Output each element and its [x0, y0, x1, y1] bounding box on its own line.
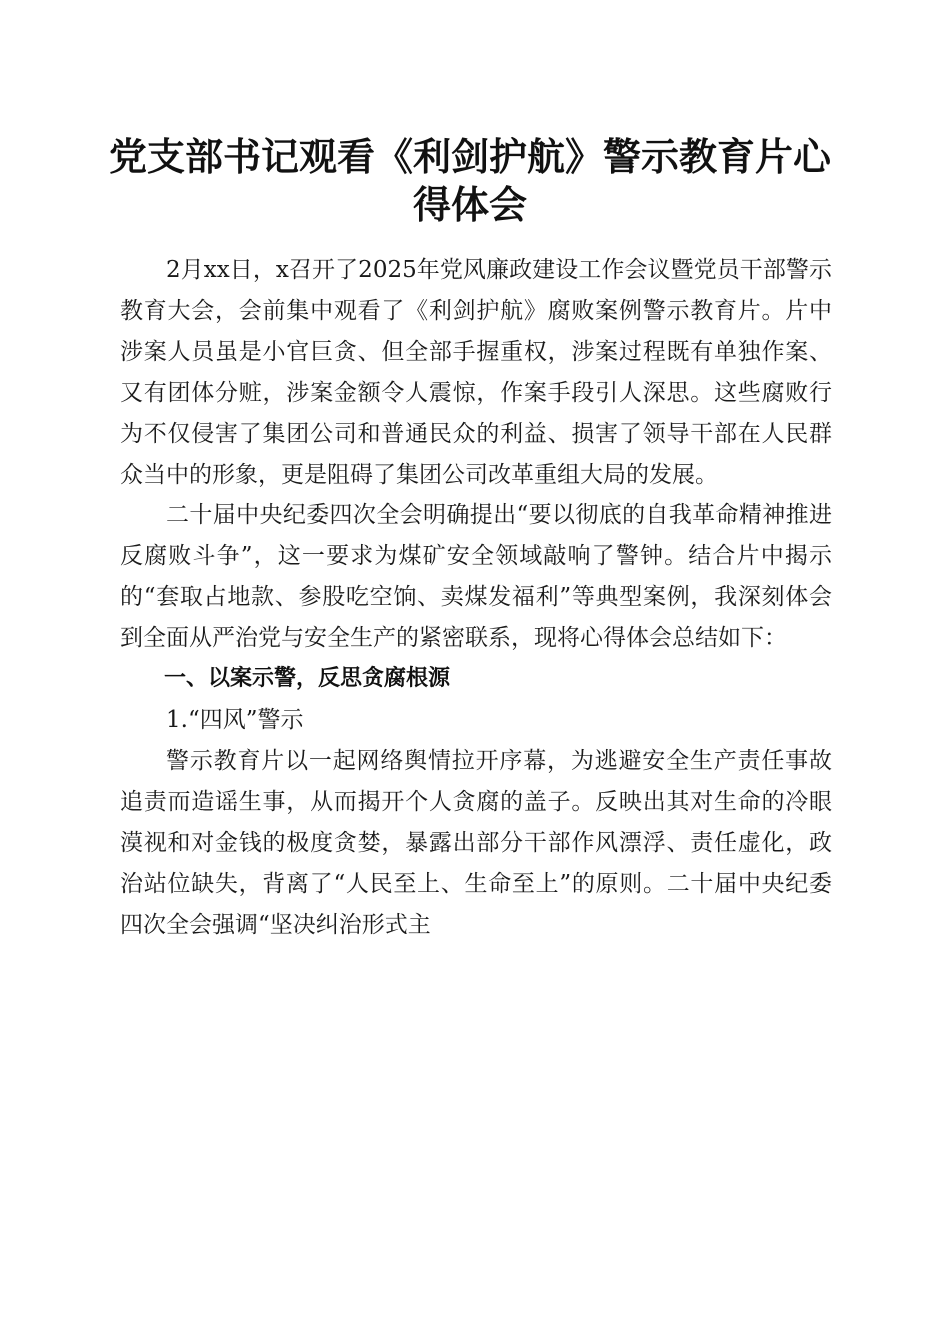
subsection-heading: 1.“四风”警示 [166, 706, 304, 733]
section-heading: 一、以案示警，反思贪腐根源 [164, 666, 451, 692]
document-title: 党支部书记观看《利剑护航》警示教育片心得体会 [108, 134, 831, 227]
paragraph-context: 二十届中央纪委四次全会明确提出“要以彻底的自我革命精神推进反腐败斗争”，这一要求为煤矿安全领域敲响了警钟。结合片中揭示的“套取占地款、参股吃空饷、卖煤发福利”等典型案例，我深刻体会到全面从严治党与安全生产的紧密联系，现将心得体会总结如下： [120, 502, 832, 652]
paragraph-warning: 警示教育片以一起网络舆情拉开序幕，为逃避安全生产责任事故追责而造谣生事，从而揭开个人贪腐的盖子。反映出其对生命的冷眼漠视和对金钱的极度贪婪，暴露出部分干部作风漂浮、责任虚化，政治站位缺失，背离了“人民至上、生命至上”的原则。二十届中央纪委四次全会强调“坚决纠治形式主 [120, 747, 832, 938]
paragraph-intro: 2月xx日，x召开了2025年党风廉政建设工作会议暨党员干部警示教育大会，会前集中观看了《利剑护航》腐败案例警示教育片。片中涉案人员虽是小官巨贪、但全部手握重权，涉案过程既有单独作案、又有团体分赃，涉案金额令人震惊，作案手段引人深思。这些腐败行为不仅侵害了集团公司和普通民众的利益、损害了领导干部在人民群众当中的形象，更是阻碍了集团公司改革重组大局的发展。 [120, 257, 832, 488]
document-body [120, 250, 832, 945]
